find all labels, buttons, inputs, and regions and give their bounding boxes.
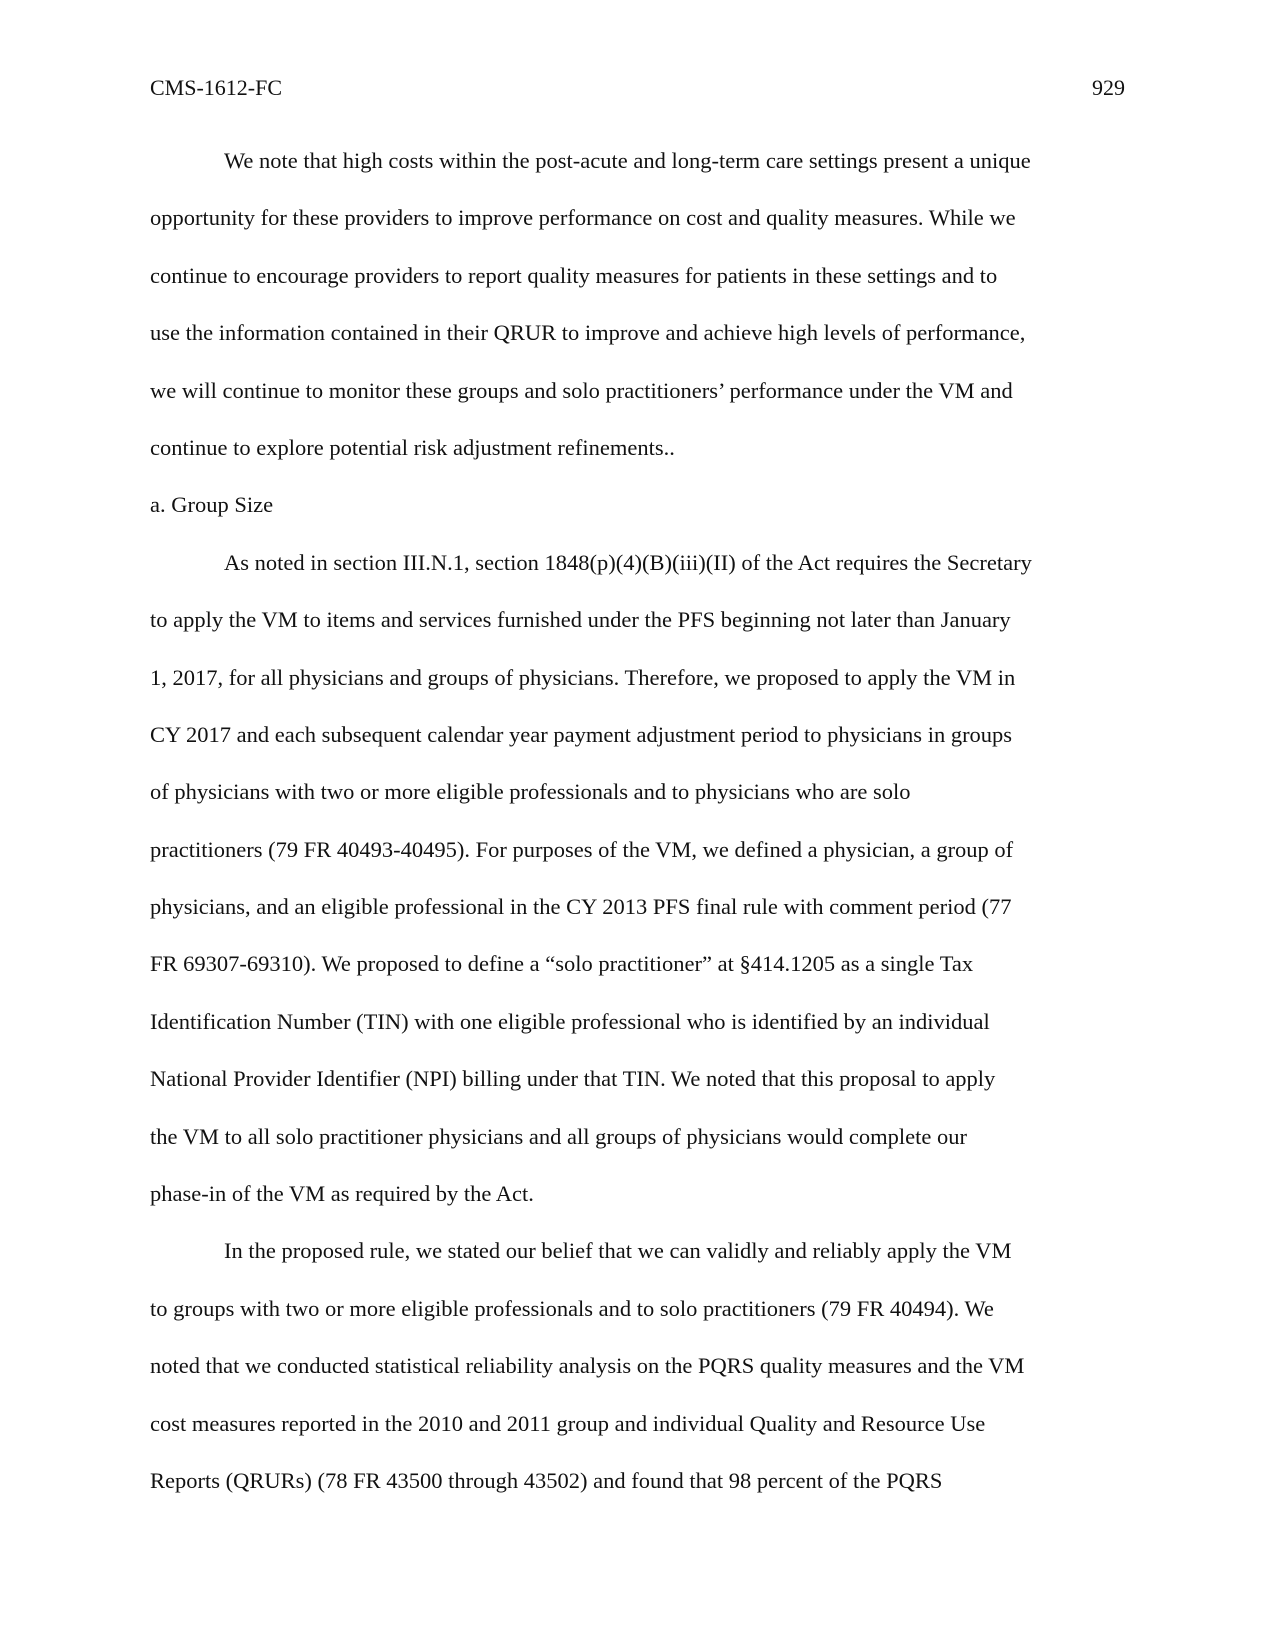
text-line: physicians, and an eligible professional in the CY 2013 PFS final rule with comment period (77 — [150, 894, 1012, 920]
text-line: noted that we conducted statistical reliability analysis on the PQRS quality measures and the VM — [150, 1353, 1025, 1379]
body-text — [150, 146, 1125, 1523]
text-line: phase-in of the VM as required by the Act. — [150, 1181, 534, 1207]
text-line: opportunity for these providers to improve performance on cost and quality measures. While we — [150, 205, 1016, 231]
text-line: In the proposed rule, we stated our belief that we can validly and reliably apply the VM — [224, 1238, 1012, 1264]
text-line: 1, 2017, for all physicians and groups of physicians. Therefore, we proposed to apply the VM in — [150, 664, 1016, 690]
text-line: practitioners (79 FR 40493-40495). For purposes of the VM, we defined a physician, a group of — [150, 836, 1014, 862]
text-line: a. Group Size — [150, 492, 274, 518]
text-line: we will continue to monitor these groups and solo practitioners’ performance under the VM and — [150, 377, 1013, 403]
text-line: to apply the VM to items and services furnished under the PFS beginning not later than January — [150, 607, 1011, 633]
document-id: CMS-1612-FC — [150, 75, 283, 100]
text-line: the VM to all solo practitioner physicians and all groups of physicians would complete our — [150, 1123, 967, 1149]
text-line: As noted in section III.N.1, section 1848(p)(4)(B)(iii)(II) of the Act requires the Secretary — [224, 549, 1032, 575]
text-line: We note that high costs within the post-acute and long-term care settings present a unique — [224, 148, 1031, 173]
text-line: cost measures reported in the 2010 and 2011 group and individual Quality and Resource Use — [150, 1410, 986, 1436]
text-line: continue to encourage providers to report quality measures for patients in these settings and to — [150, 262, 998, 288]
text-line: Reports (QRURs) (78 FR 43500 through 43502) and found that 98 percent of the PQRS — [150, 1467, 943, 1493]
text-line: of physicians with two or more eligible professionals and to physicians who are solo — [150, 779, 911, 805]
text-line: National Provider Identifier (NPI) billing under that TIN. We noted that this proposal to apply — [150, 1066, 996, 1092]
text-line: to groups with two or more eligible professionals and to solo practitioners (79 FR 40494). We — [150, 1295, 994, 1321]
page-number: 929 — [1092, 75, 1125, 100]
text-line: continue to explore potential risk adjustment refinements.. — [150, 434, 675, 460]
text-line: use the information contained in their QRUR to improve and achieve high levels of performance, — [150, 320, 1026, 346]
text-line: Identification Number (TIN) with one eligible professional who is identified by an individual — [150, 1008, 990, 1034]
text-line: CY 2017 and each subsequent calendar year payment adjustment period to physicians in groups — [150, 721, 1013, 747]
text-line: FR 69307-69310). We proposed to define a “solo practitioner” at §414.1205 as a single Tax — [150, 951, 974, 977]
